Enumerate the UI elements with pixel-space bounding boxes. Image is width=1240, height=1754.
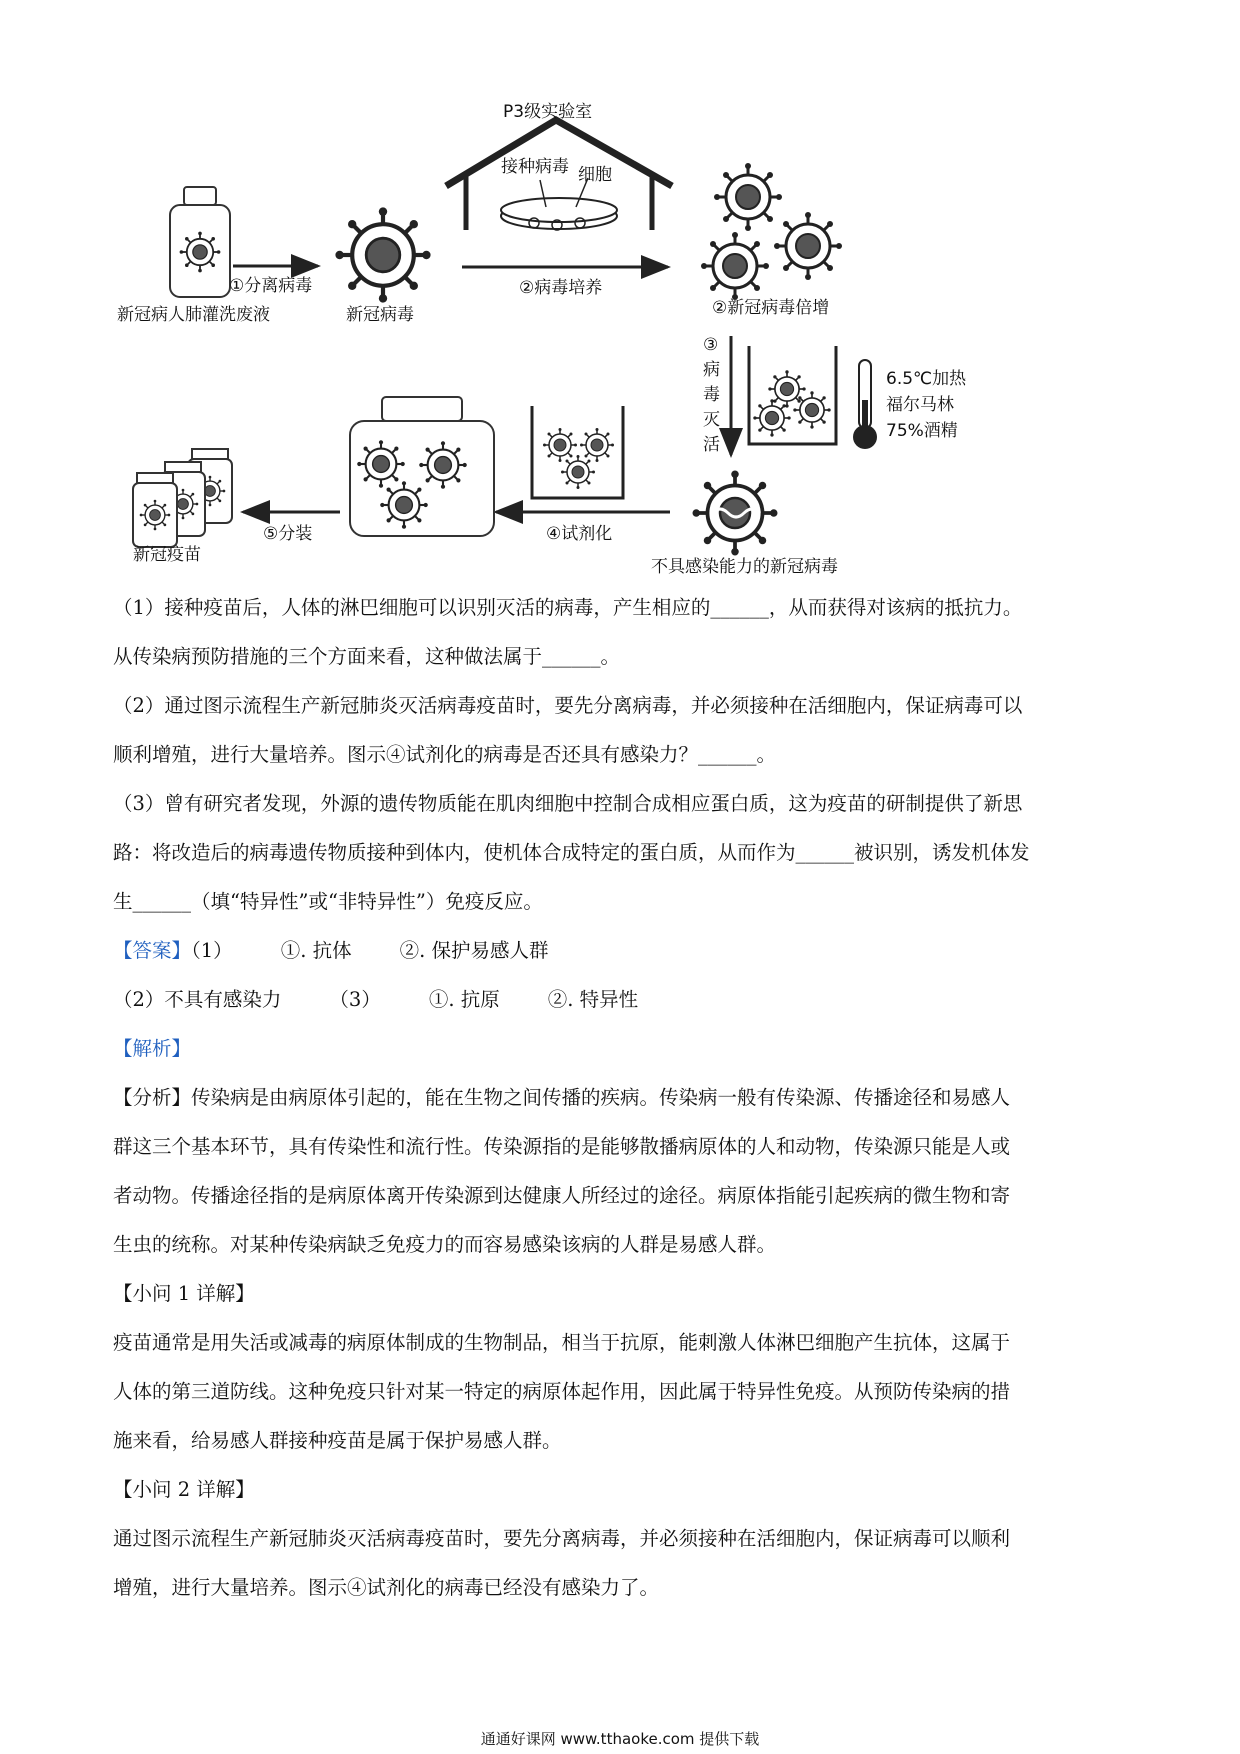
step3-label [703, 335, 720, 455]
analysis-line: 疫苗通常是用失活或减毒的病原体制成的生物制品，相当于抗原，能刺激人体淋巴细胞产生抗体，这属于 [113, 1331, 1011, 1354]
inactivated-caption: 不具感染能力的新冠病毒 [651, 557, 838, 577]
step1-label: ①分离病毒 [229, 276, 313, 296]
svg-text:③: ③ [703, 335, 719, 355]
q1-line1: （1）接种疫苗后，人体的淋巴细胞可以识别灭活的病毒，产生相应的______，从而获得对该病的抵抗力。 [113, 596, 1023, 619]
svg-text:活: 活 [703, 435, 720, 455]
footer-watermark: 通通好课网 www.tthaoke.com 提供下载 [480, 1730, 760, 1748]
q3-line2: 路：将改造后的病毒遗传物质接种到体内，使机体合成特定的蛋白质，从而作为______被识别，诱发机体发 [113, 841, 1030, 864]
step5-label: ⑤分装 [263, 524, 313, 544]
q2-line2: 顺利增殖，进行大量培养。图示④试剂化的病毒是否还具有感染力？______。 [113, 743, 777, 766]
thermometer-icon [853, 360, 877, 449]
step2-label: ②病毒培养 [519, 278, 603, 298]
treatment-heat: 6.5℃加热 [886, 369, 967, 389]
virus-icon [180, 232, 221, 273]
answer-1-1: ①. 抗体 [280, 939, 352, 962]
vaccine-caption: 新冠疫苗 [133, 545, 201, 565]
analysis-line: 施来看，给易感人群接种疫苗是属于保护易感人群。 [113, 1429, 562, 1452]
treatment-alcohol: 75%酒精 [886, 421, 958, 441]
large-jar [350, 397, 494, 536]
vaccine-production-diagram [0, 0, 1240, 590]
analysis-line: 人体的第三道防线。这种免疫只针对某一特定的病原体起作用，因此属于特异性免疫。从预防传染病的措 [113, 1380, 1011, 1403]
analysis-line: 【分析】传染病是由病原体引起的，能在生物之间传播的疾病。传染病一般有传染源、传播途径和易感人 [113, 1086, 1011, 1109]
answer-row1: 【答案】（1） ①. 抗体 ②. 保护易感人群 [113, 939, 549, 962]
lavage-bottle [170, 187, 230, 297]
subquestion-1-heading: 【小问 1 详解】 [113, 1282, 255, 1305]
lab-title: P3级实验室 [503, 102, 593, 122]
inactivation-beaker [749, 346, 836, 444]
svg-text:灭: 灭 [703, 410, 720, 430]
analysis-line: 增殖，进行大量培养。图示④试剂化的病毒已经没有感染力了。 [113, 1576, 660, 1599]
question-block [113, 583, 1133, 1612]
q2-line1: （2）通过图示流程生产新冠肺炎灭活病毒疫苗时，要先分离病毒，并必须接种在活细胞内，保证病毒可以 [113, 694, 1023, 717]
isolated-virus-icon [335, 207, 430, 302]
q1-line2: 从传染病预防措施的三个方面来看，这种做法属于______。 [113, 645, 621, 668]
inoculate-label: 接种病毒 [501, 157, 569, 177]
svg-text:毒: 毒 [703, 385, 720, 405]
cells-label: 细胞 [578, 165, 612, 185]
q3-line1: （3）曾有研究者发现，外源的遗传物质能在肌肉细胞中控制合成相应蛋白质，这为疫苗的研制提供了新思 [113, 792, 1023, 815]
analysis-line: 群这三个基本环节，具有传染性和流行性。传染源指的是能够散播病原体的人和动物，传染源只能是人或 [113, 1135, 1011, 1158]
analysis-tag: 【解析】 [113, 1037, 192, 1060]
multiplied-viruses [701, 163, 842, 300]
reagent-beaker [532, 406, 623, 498]
step4-label: ④试剂化 [546, 524, 613, 544]
multiply-caption: ②新冠病毒倍增 [712, 298, 830, 318]
analysis-line: 生虫的统称。对某种传染病缺乏免疫力的而容易感染该病的人群是易感人群。 [113, 1233, 777, 1256]
answer-1-2: ②. 保护易感人群 [399, 939, 549, 962]
analysis-line: 者动物。传播途径指的是病原体离开传染源到达健康人所经过的途径。病原体指能引起疾病的微生物和寄 [113, 1184, 1011, 1207]
analysis-line: 通过图示流程生产新冠肺炎灭活病毒疫苗时，要先分离病毒，并必须接种在活细胞内，保证病毒可以顺利 [113, 1527, 1011, 1550]
answer-row2: （2）不具有感染力 （3） ①. 抗原 ②. 特异性 [113, 988, 639, 1011]
answer-3-2: ②. 特异性 [547, 988, 639, 1011]
treatment-formalin: 福尔马林 [886, 395, 954, 415]
svg-text:病: 病 [703, 360, 720, 380]
bottle-caption: 新冠病人肺灌洗废液 [117, 305, 270, 325]
vaccine-vials [133, 449, 232, 547]
answer-3-1: ①. 抗原 [428, 988, 500, 1011]
inactivated-virus-icon [693, 471, 778, 556]
subquestion-2-heading: 【小问 2 详解】 [113, 1478, 255, 1501]
answer-2: （2）不具有感染力 [113, 988, 282, 1011]
answer-tag: 【答案】 [113, 939, 192, 962]
q3-line3: 生______（填“特异性”或“非特异性”）免疫反应。 [113, 890, 543, 913]
virus-caption: 新冠病毒 [346, 305, 414, 325]
